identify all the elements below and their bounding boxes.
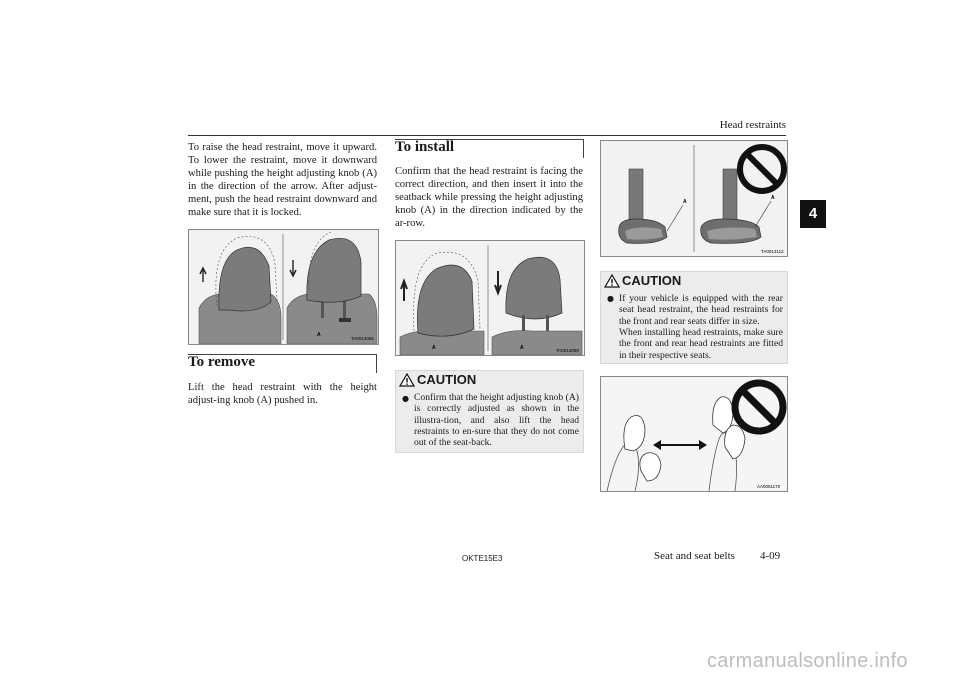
document-code: OKTE15E3 [462,554,503,563]
watermark: carmanualsonline.info [707,650,908,672]
warning-triangle-icon [604,274,620,293]
install-instructions: Confirm that the head restraint is facing the correct direction, and then insert it into the seatback while pressing the height adjusting knob (A) in the direction indicated by the ar-row. [395,166,583,229]
header-rule [188,135,786,136]
bullet-icon: ● [402,394,409,403]
headrest-install-illustration [396,241,584,355]
caution-text-1: If your vehicle is equipped with the rear seat head restraint, the head restraints for the front and rear seats differ in size. [619,293,783,327]
figure-do-not-swap-restraints [600,376,788,492]
swap-restraints-illustration [601,377,787,491]
to-remove-heading: To remove [188,354,256,370]
remove-instructions: Lift the head restraint with the height adjust-ing knob (A) pushed in. [188,382,377,406]
caution-box-install [395,370,584,453]
knob-orientation-illustration [601,141,787,256]
caution-title: CAUTION [417,372,477,387]
figure2-code: TA0013098 [556,348,579,353]
figure-knob-orientation [600,140,788,257]
caution-text-2: When installing head restraints, make sure the front and rear head restraints are fitted in their respective seats. [619,327,783,361]
page-number: 4-09 [760,550,781,562]
chapter-name: Seat and seat belts [654,550,735,562]
section-title: Head restraints [719,119,786,131]
figure2-label-a-left: A [432,345,436,351]
bullet-icon: ● [607,294,614,303]
to-install-heading: To install [395,139,455,155]
headrest-adjust-illustration [189,230,378,344]
chapter-tab: 4 [800,200,826,228]
figure1-label-a: A [317,332,321,338]
figure-install-head-restraint [395,240,585,356]
warning-triangle-icon [399,373,415,392]
raise-lower-instructions: To raise the head restraint, move it upward. To lower the restraint, move it downward while pushing the height adjusting knob (A) in the direction of the arrow. After adjust-ment, push the head restraint downward and make sure that it is locked. [188,142,377,218]
caution-text: Confirm that the height adjusting knob (A) is correctly adjusted as shown in the illustra-tion, and also lift the head restraints to en-sure that they do not come out of the seat-back. [414,392,579,449]
figure1-code: TA0013085 [351,336,374,341]
figure2-label-a-right: A [520,345,524,351]
caution-box-seat-size [600,271,788,364]
figure4-code: AA0051170 [757,484,781,489]
caution-title: CAUTION [622,273,682,288]
figure3-label-a-left: A [683,199,687,205]
figure3-label-a-right: A [771,195,775,201]
figure3-code: TA0013112 [761,249,784,254]
figure-adjust-head-restraint [188,229,379,345]
